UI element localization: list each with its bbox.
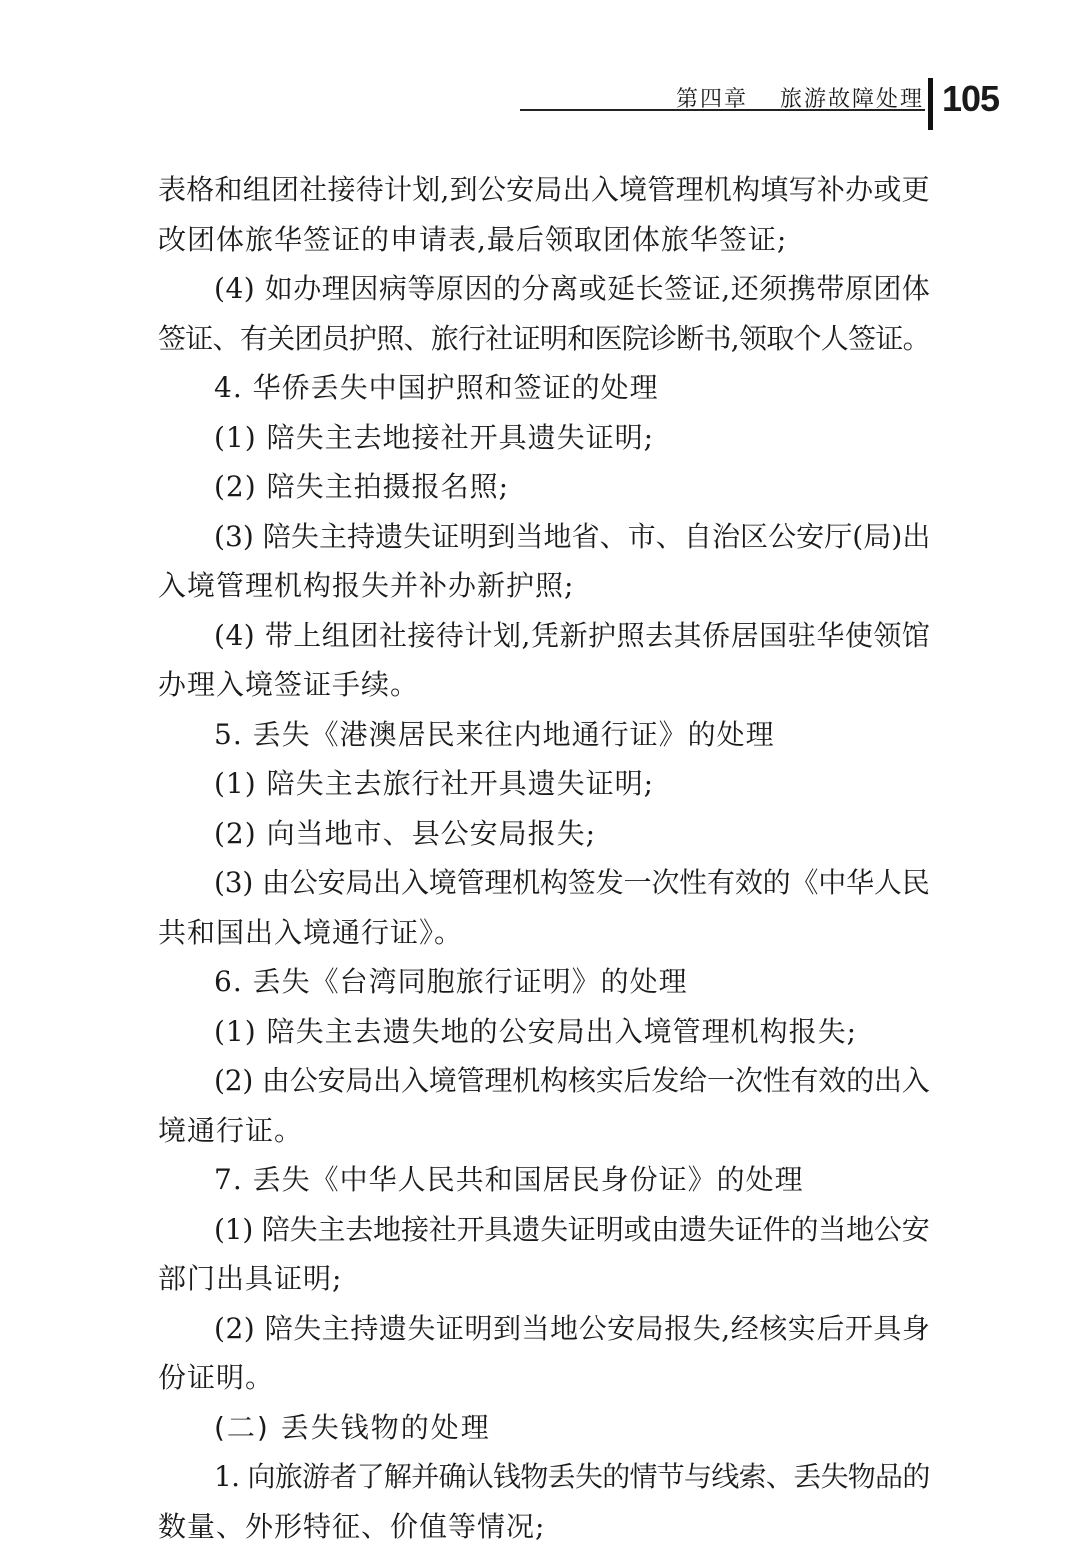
text-line: 部门出具证明; bbox=[158, 1262, 343, 1295]
text-line: 数量、外形特征、价值等情况; bbox=[158, 1510, 546, 1543]
page-number: 105 bbox=[942, 78, 1000, 119]
text-line: (3) 由公安局出入境管理机构签发一次性有效的《中华人民 bbox=[214, 866, 930, 899]
text-line: (1) 陪失主去地接社开具遗失证明或由遗失证件的当地公安 bbox=[214, 1213, 930, 1246]
text-line: (2) 由公安局出入境管理机构核实后发给一次性有效的出入 bbox=[214, 1064, 930, 1097]
text-line: (2) 向当地市、县公安局报失; bbox=[214, 817, 596, 850]
text-line: 入境管理机构报失并补办新护照; bbox=[158, 569, 575, 602]
text-line: 6. 丢失《台湾同胞旅行证明》的处理 bbox=[214, 965, 688, 998]
text-line: (1) 陪失主去遗失地的公安局出入境管理机构报失; bbox=[214, 1015, 857, 1048]
text-line: 1. 向旅游者了解并确认钱物丢失的情节与线索、丢失物品的 bbox=[214, 1460, 930, 1493]
text-line: (1) 陪失主去旅行社开具遗失证明; bbox=[214, 767, 654, 800]
text-line: 签证、有关团员护照、旅行社证明和医院诊断书,领取个人签证。 bbox=[158, 322, 930, 355]
text-line: (二) 丢失钱物的处理 bbox=[214, 1411, 491, 1444]
text-line: (2) 陪失主拍摄报名照; bbox=[214, 470, 509, 503]
text-line: 4. 华侨丢失中国护照和签证的处理 bbox=[214, 371, 659, 404]
text-line: 表格和组团社接待计划,到公安局出入境管理机构填写补办或更 bbox=[158, 173, 930, 206]
header-title: 旅游故障处理 bbox=[780, 87, 925, 112]
text-line: 份证明。 bbox=[158, 1361, 275, 1394]
text-line: 改团体旅华签证的申请表,最后领取团体旅华签证; bbox=[158, 223, 788, 256]
text-line: 5. 丢失《港澳居民来往内地通行证》的处理 bbox=[214, 718, 775, 751]
text-line: 办理入境签证手续。 bbox=[158, 668, 420, 701]
text-line: 7. 丢失《中华人民共和国居民身份证》的处理 bbox=[214, 1163, 804, 1196]
header-chapter: 第四章 bbox=[676, 87, 749, 112]
text-line: 境通行证。 bbox=[158, 1114, 304, 1147]
text-line: (1) 陪失主去地接社开具遗失证明; bbox=[214, 421, 654, 454]
text-line: (3) 陪失主持遗失证明到当地省、市、自治区公安厅(局)出 bbox=[214, 520, 931, 553]
text-line: (2) 陪失主持遗失证明到当地公安局报失,经核实后开具身 bbox=[214, 1312, 931, 1345]
text-line: (4) 带上组团社接待计划,凭新护照去其侨居国驻华使领馆 bbox=[214, 619, 931, 652]
text-line: (4) 如办理因病等原因的分离或延长签证,还须携带原团体 bbox=[214, 272, 931, 305]
text-line: 共和国出入境通行证》。 bbox=[158, 916, 464, 949]
